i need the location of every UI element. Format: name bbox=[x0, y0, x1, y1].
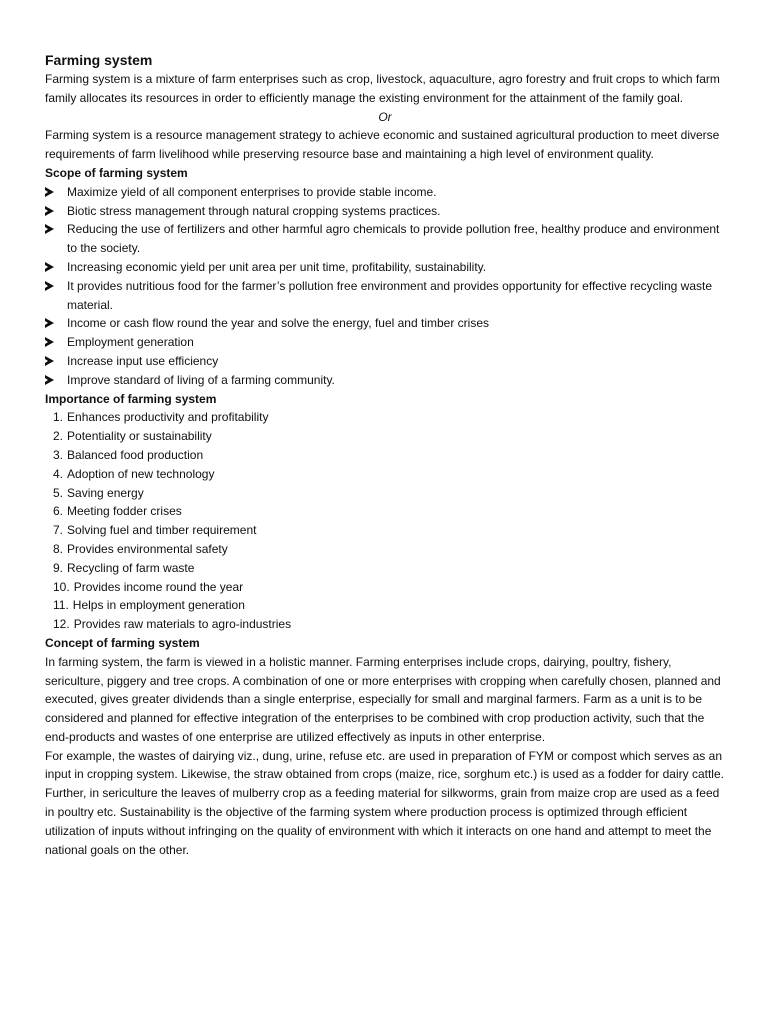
scope-item: Maximize yield of all component enterprises to provide stable income. bbox=[45, 183, 725, 202]
scope-item: It provides nutritious food for the farmer’s pollution free environment and provides opportunity for effective recycling waste material. bbox=[45, 277, 725, 315]
scope-item: Increasing economic yield per unit area per unit time, profitability, sustainability. bbox=[45, 258, 725, 277]
importance-heading: Importance of farming system bbox=[45, 391, 217, 406]
scope-item: Reducing the use of fertilizers and other harmful agro chemicals to provide pollution free, healthy produce and environment to the society. bbox=[45, 220, 725, 258]
document-page bbox=[45, 50, 725, 859]
or-separator: Or bbox=[378, 109, 392, 124]
importance-item: 6. Meeting fodder crises bbox=[53, 504, 182, 519]
arrow-bullet-icon bbox=[45, 262, 54, 272]
importance-item: 12. Provides raw materials to agro-industries bbox=[53, 617, 292, 632]
arrow-bullet-icon bbox=[45, 206, 54, 216]
importance-item: 3. Balanced food production bbox=[53, 447, 204, 462]
importance-item: 10. Provides income round the year bbox=[53, 579, 244, 594]
concept-heading: Concept of farming system bbox=[45, 635, 200, 650]
arrow-bullet-icon bbox=[45, 187, 54, 197]
importance-item: 5. Saving energy bbox=[53, 485, 144, 500]
scope-item: Employment generation bbox=[45, 333, 725, 352]
arrow-bullet-icon bbox=[45, 281, 54, 291]
importance-item: 2. Potentiality or sustainability bbox=[53, 429, 212, 444]
scope-heading: Scope of farming system bbox=[45, 165, 188, 180]
importance-list bbox=[45, 408, 725, 634]
arrow-bullet-icon bbox=[45, 375, 54, 385]
intro-paragraph: Farming system is a mixture of farm enterprises such as crop, livestock, aquaculture, agro forestry and fruit crops to which farm family allocates its resources in order to efficiently manage the existing environment for the attainment of the family goal. bbox=[45, 72, 720, 105]
concept-paragraph-2: For example, the wastes of dairying viz., dung, urine, refuse etc. are used in preparation of FYM or compost which serves as an input in cropping system. Likewise, the straw obtained from crops (maize, rice, sorghum etc.) is used as a fodder for dairy cattle. Further, in sericulture the leaves of mulberry crop as a feeding material for silkworms, grain from maize crop are used as a feed in poultry etc. Sustainability is the objective of the farming system where production process is optimized through efficient utilization of inputs without infringing on the quality of environment with which it interacts on one hand and attempt to meet the national goals on the other. bbox=[45, 748, 724, 857]
definition-paragraph: Farming system is a resource management strategy to achieve economic and sustained agricultural production to meet diverse requirements of farm livelihood while preserving resource base and maintaining a high level of environment quality. bbox=[45, 128, 720, 162]
arrow-bullet-icon bbox=[45, 318, 54, 328]
arrow-bullet-icon bbox=[45, 224, 54, 234]
scope-item: Biotic stress management through natural cropping systems practices. bbox=[45, 202, 725, 221]
concept-paragraph-1: In farming system, the farm is viewed in a holistic manner. Farming enterprises include crops, dairying, poultry, fishery, sericulture, piggery and tree crops. A combination of one or more enterprises with cropping when carefully chosen, planned and executed, gives greater dividends than a single enterprise, especially for small and marginal farmers. Farm as a unit is to be considered and planned for effective integration of the enterprises to be combined with crop production activity, such that the end-products and wastes of one enterprise are utilized effectively as inputs in other enterprise. bbox=[45, 654, 721, 744]
importance-item: 1. Enhances productivity and profitability bbox=[53, 410, 269, 425]
importance-item: 4. Adoption of new technology bbox=[53, 466, 215, 481]
arrow-bullet-icon bbox=[45, 356, 54, 366]
scope-item: Improve standard of living of a farming community. bbox=[45, 371, 725, 390]
document-title: Farming system bbox=[45, 52, 153, 68]
scope-item: Increase input use efficiency bbox=[45, 352, 725, 371]
arrow-bullet-icon bbox=[45, 337, 54, 347]
importance-item: 11. Helps in employment generation bbox=[53, 598, 245, 613]
importance-item: 9. Recycling of farm waste bbox=[53, 560, 195, 575]
importance-item: 8. Provides environmental safety bbox=[53, 541, 228, 556]
scope-item: Income or cash flow round the year and solve the energy, fuel and timber crises bbox=[45, 314, 725, 333]
scope-list bbox=[45, 183, 725, 390]
importance-item: 7. Solving fuel and timber requirement bbox=[53, 523, 257, 538]
